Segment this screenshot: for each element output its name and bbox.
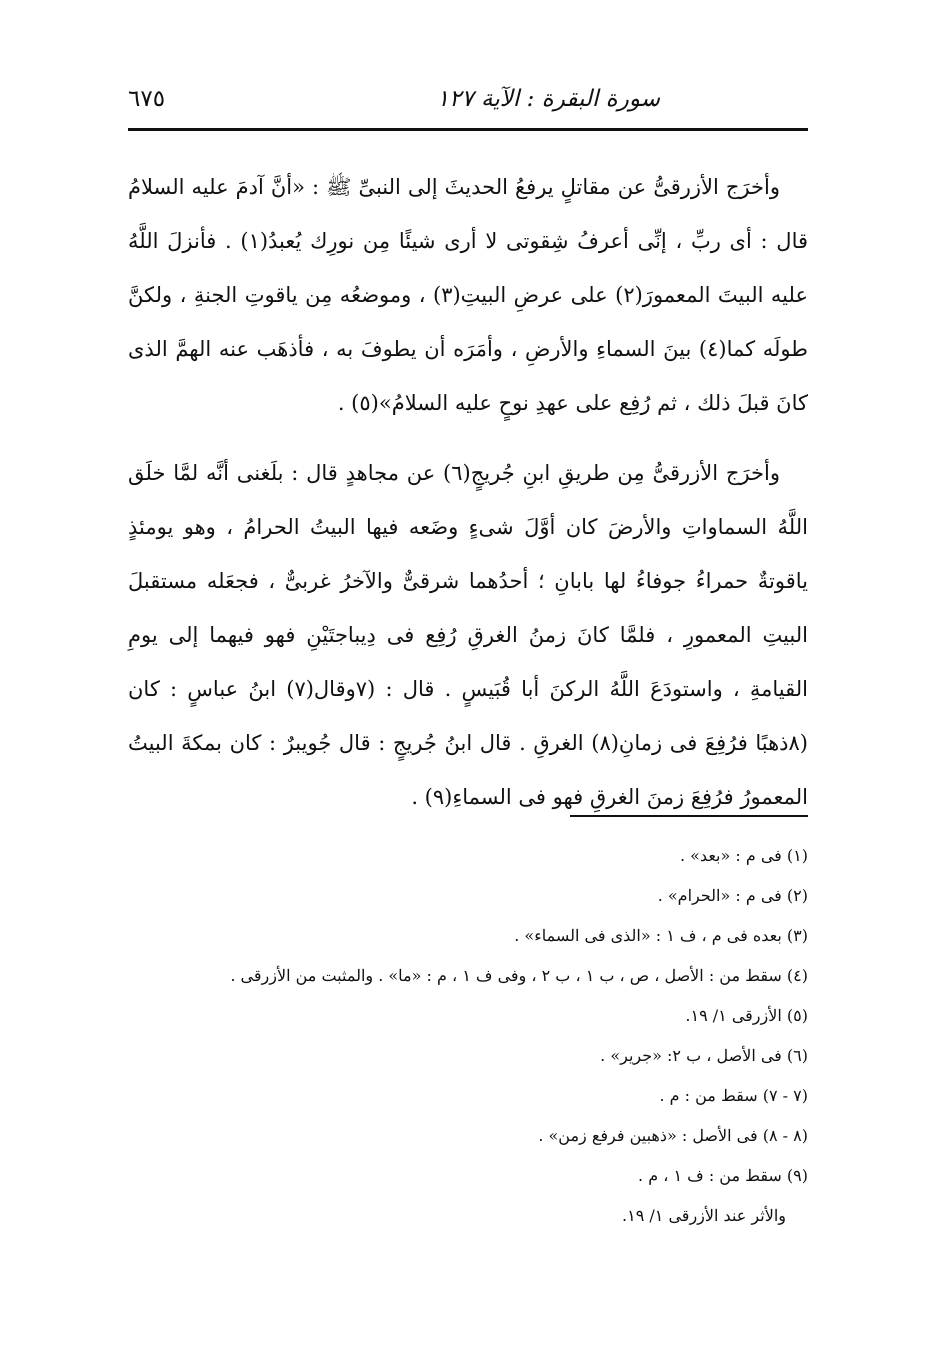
paragraph: وأخرَج الأزرقىُّ عن مقاتلٍ يرفعُ الحديثَ إلى النبىِّ ﷺ : «أنَّ آدمَ عليه السلامُ قال : أى ربِّ ، إنِّى أعرفُ شِقوتى لا أرى شيئًا مِن نورِك يُعبدُ(١) . فأنزلَ اللَّهُ عليه البيتَ المعمورَ(٢) على عرضِ البيتِ(٣) ، وموضعُه مِن ياقوتِ الجنةِ ، ولكنَّ طولَه كما(٤) بينَ السماءِ والأرضِ ، وأمَرَه أن يطوفَ به ، فأذهَب عنه الهمَّ الذى كانَ قبلَ ذلك ، ثم رُفِع على عهدِ نوحٍ عليه السلامُ»(٥) . xyxy=(128,175,809,415)
footnote: (٧ - ٧) سقط من : م . xyxy=(659,1086,808,1105)
footnote: (٤) سقط من : الأصل ، ص ، ب ١ ، ب ٢ ، وفى ف ١ ، م : «ما» . والمثبت من الأزرقى . xyxy=(230,966,808,985)
header-rule xyxy=(128,128,808,131)
footnote: (٦) فى الأصل ، ب ٢: «جرير» . xyxy=(600,1046,808,1065)
footnote: (٥) الأزرقى ١/ ١٩. xyxy=(685,1006,808,1025)
footnote: (٨ - ٨) فى الأصل : «ذهبين فرفع زمن» . xyxy=(538,1126,808,1145)
footnote: والأثر عند الأزرقى ١/ ١٩. xyxy=(622,1206,786,1225)
page-header xyxy=(128,80,805,128)
page-number: ٦٧٥ xyxy=(128,86,166,112)
footnote: (١) فى م : «بعد» . xyxy=(679,846,808,865)
footnote: (٩) سقط من : ف ١ ، م . xyxy=(638,1166,808,1185)
running-title: سورة البقرة : الآية ١٢٧ xyxy=(436,86,660,112)
footnotes xyxy=(150,836,808,1236)
footnote: (٢) فى م : «الحرام» . xyxy=(657,886,808,905)
footnote: (٣) بعده فى م ، ف ١ : «الذى فى السماء» . xyxy=(514,926,808,945)
paragraph: وأخرَج الأزرقىُّ مِن طريقِ ابنِ جُريجٍ(٦) عن مجاهدٍ قال : بلَغنى أنَّه لمَّا خلَق اللَّهُ السماواتِ والأرضَ كان أوَّلَ شىءٍ وضَعه فيها البيتُ الحرامُ ، وهو يومئذٍ ياقوتةٌ حمراءُ جوفاءُ لها بابانِ ؛ أحدُهما شرقىٌّ والآخرُ غربىٌّ ، فجعَله مستقبلَ البيتِ المعمورِ ، فلمَّا كانَ زمنُ الغرقِ رُفِع فى دِيباجتَيْنِ فهو فيهما إلى يومِ القيامةِ ، واستودَعَ اللَّهُ الركنَ أبا قُبَيسٍ . قال : (٧وقال(٧) ابنُ عباسٍ : كان (٨ذهبًا فرُفِعَ فى زمانِ(٨) الغرقِ . قال ابنُ جُريجٍ : قال جُويبرٌ : كان بمكةَ البيتُ المعمورُ فرُفِعَ زمنَ الغرقِ فهو فى السماءِ(٩) . xyxy=(128,461,808,809)
footnote-rule xyxy=(570,815,808,817)
main-text xyxy=(128,160,808,840)
